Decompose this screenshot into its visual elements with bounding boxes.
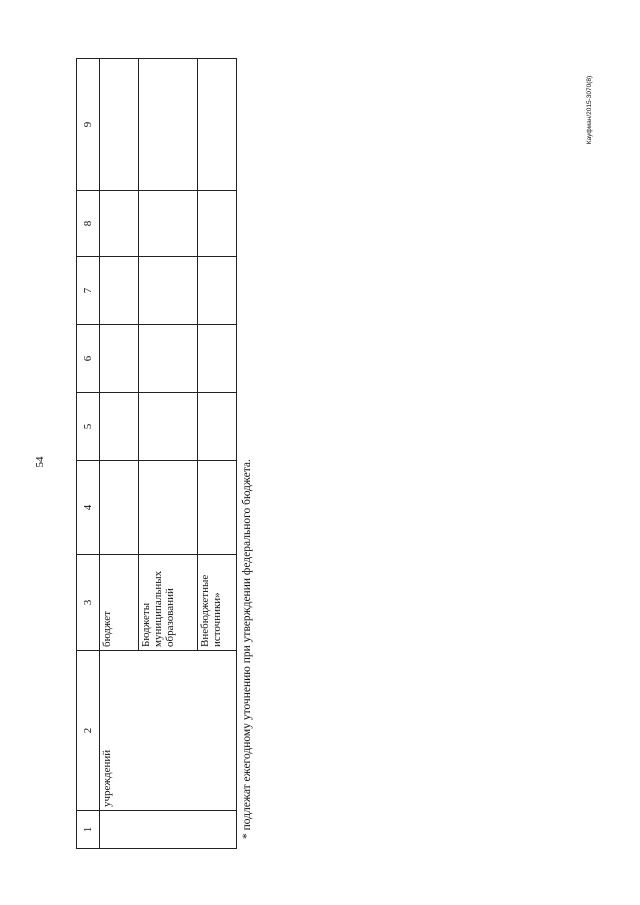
table-cell (198, 257, 237, 325)
table-cell (198, 191, 237, 257)
table-cell (139, 59, 198, 191)
header-cell: 8 (77, 191, 100, 257)
header-cell: 9 (77, 59, 100, 191)
header-cell: 1 (77, 811, 100, 849)
table-cell (139, 257, 198, 325)
table-cell (100, 191, 139, 257)
table-cell (139, 325, 198, 393)
table-cell (100, 325, 139, 393)
footnote: * подлежат ежегодному уточнению при утверждении федерального бюджета. (241, 459, 253, 839)
table-cell (198, 325, 237, 393)
rotated-table-wrapper (76, 59, 256, 849)
header-cell: 7 (77, 257, 100, 325)
header-cell: 6 (77, 325, 100, 393)
table-cell (100, 257, 139, 325)
header-cell: 4 (77, 461, 100, 555)
table-row (100, 59, 139, 849)
funding-source-cell: Бюджеты муниципальных образований (139, 555, 198, 651)
table-cell (198, 393, 237, 461)
header-cell: 3 (77, 555, 100, 651)
table-cell (100, 461, 139, 555)
funding-source-cell: Внебюджетные источники» (198, 555, 237, 651)
budget-table (76, 58, 237, 849)
table-cell (100, 59, 139, 191)
table-cell (139, 461, 198, 555)
table-cell (100, 811, 237, 849)
table-cell (139, 191, 198, 257)
institutions-cell: учреждений (100, 651, 237, 811)
table-cell (100, 393, 139, 461)
table-cell (139, 393, 198, 461)
funding-source-cell: бюджет (100, 555, 139, 651)
header-cell: 5 (77, 393, 100, 461)
page-number: 54 (34, 456, 46, 468)
document-code: Кауфман/2015-3070(8) (586, 75, 593, 145)
table-header-row (77, 59, 100, 849)
table-cell (198, 461, 237, 555)
header-cell: 2 (77, 651, 100, 811)
table-cell (198, 59, 237, 191)
